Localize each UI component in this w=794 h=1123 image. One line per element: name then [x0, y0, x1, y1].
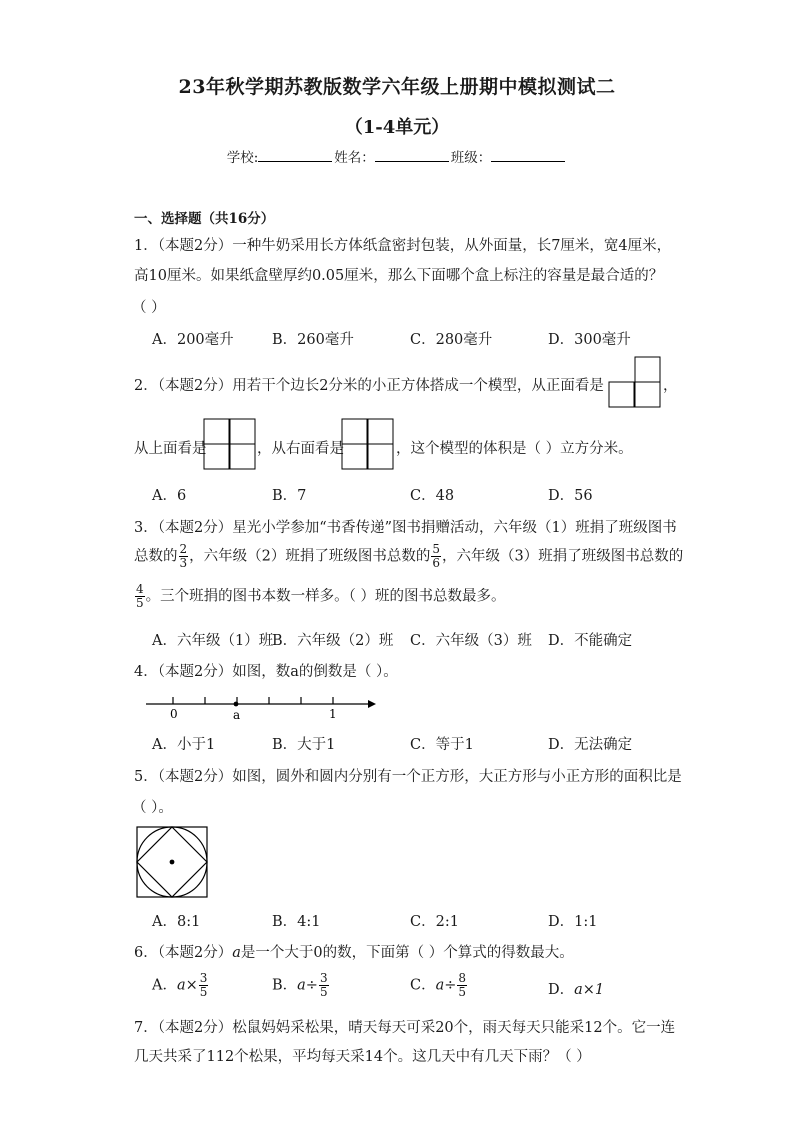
question-6-prefix: 6．（本题2分） — [134, 945, 233, 961]
number-line-label-a: a — [233, 708, 241, 722]
fraction-denominator: 5 — [458, 985, 467, 999]
question-1-answer-blank: （ ） — [132, 300, 166, 316]
question-3-option-b[interactable]: B．六年级（2）班 — [272, 633, 394, 649]
question-4-option-c[interactable]: C．等于1 — [410, 737, 474, 753]
option-expression: a÷ — [297, 977, 318, 994]
fraction-denominator: 3 — [179, 556, 188, 570]
fraction-two-thirds — [179, 543, 189, 570]
fraction-numerator: 5 — [432, 542, 441, 556]
name-label: 姓名： — [334, 150, 375, 166]
question-1-line-2: 高10厘米。如果纸盒壁厚约0.05厘米，那么下面哪个盒上标注的容量是最合适的？ — [134, 268, 664, 284]
fraction-denominator: 5 — [136, 596, 144, 610]
option-label: D． — [548, 982, 575, 998]
number-line-label-1: 1 — [329, 707, 337, 721]
fraction-numerator: 3 — [319, 971, 328, 985]
option-expression: a×1 — [574, 982, 605, 998]
question-2-option-c[interactable]: C．48 — [410, 488, 455, 504]
question-5-option-c[interactable]: C．2:1 — [410, 914, 459, 930]
class-label: 班级： — [450, 150, 492, 166]
circle-squares-figure — [136, 826, 208, 898]
question-6-option-c[interactable] — [410, 972, 468, 999]
number-line-figure — [146, 694, 378, 726]
front-view-figure — [608, 356, 662, 408]
question-1-option-a[interactable]: A．200毫升 — [152, 332, 234, 348]
option-fraction — [199, 972, 209, 999]
question-1-option-b[interactable]: B．260毫升 — [272, 332, 354, 348]
question-5-option-d[interactable]: D．1:1 — [548, 914, 598, 930]
question-4-option-d[interactable]: D．无法确定 — [548, 737, 633, 753]
option-expression: a× — [176, 977, 198, 994]
question-3-option-a[interactable]: A．六年级（1）班 — [152, 633, 274, 649]
question-1-line-1: 1．（本题2分）一种牛奶采用长方体纸盒密封包装，从外面量，长7厘米，宽4厘米， — [134, 238, 672, 254]
question-5-option-b[interactable]: B．4:1 — [272, 914, 321, 930]
fraction-numerator: 3 — [199, 971, 208, 985]
question-2-top-label: 从上面看是 — [134, 441, 207, 457]
question-2-option-a[interactable]: A．6 — [152, 488, 187, 504]
school-label: 学校: — [226, 150, 259, 166]
question-3-option-d[interactable]: D．不能确定 — [548, 633, 633, 649]
fraction-denominator: 6 — [432, 556, 441, 570]
question-3-line-3 — [134, 583, 506, 610]
class-field[interactable] — [491, 148, 565, 162]
question-5-line-1: 5．（本题2分）如图，圆外和圆内分别有一个正方形，大正方形与小正方形的面积比是 — [134, 769, 682, 785]
question-6-option-a[interactable] — [152, 972, 209, 999]
option-expression: a÷ — [435, 977, 457, 994]
question-4-option-a[interactable]: A．小于1 — [152, 737, 216, 753]
question-6-option-d[interactable] — [548, 978, 604, 999]
option-label: B． — [272, 977, 298, 994]
question-6-option-b[interactable] — [272, 972, 330, 999]
page-subtitle: （1-4单元） — [344, 117, 450, 138]
fraction-denominator: 5 — [319, 985, 328, 999]
question-6-variable: a — [232, 945, 241, 961]
question-2-right-label: ，从右面看是 — [257, 441, 344, 457]
fraction-four-fifths — [135, 583, 145, 610]
fraction-numerator: 8 — [458, 971, 467, 985]
option-fraction — [457, 972, 467, 999]
question-1-option-d[interactable]: D．300毫升 — [548, 332, 631, 348]
number-line-label-0: 0 — [170, 707, 178, 721]
section-heading: 一、选择题（共16分） — [134, 211, 275, 227]
question-4-option-b[interactable]: B．大于1 — [272, 737, 336, 753]
page-title: 23年秋学期苏教版数学六年级上册期中模拟测试二 — [178, 76, 616, 98]
question-6-line-1 — [134, 941, 574, 962]
question-3-text-b: ，六年级（2）班捐了班级图书总数的 — [189, 548, 431, 565]
option-label: C． — [410, 977, 436, 994]
fraction-five-sixths — [431, 543, 441, 570]
student-info-line — [0, 146, 794, 166]
question-2-line-1: 2．（本题2分）用若干个边长2分米的小正方体搭成一个模型，从正面看是 — [134, 378, 604, 394]
option-label: A． — [152, 977, 177, 994]
question-3-option-c[interactable]: C．六年级（3）班 — [410, 633, 532, 649]
question-3-text-c: ，六年级（3）班捐了班级图书总数的 — [442, 548, 684, 565]
question-5-option-a[interactable]: A．8:1 — [152, 914, 201, 930]
question-5-line-2: （ ）。 — [132, 800, 173, 816]
question-2-option-b[interactable]: B．7 — [272, 488, 307, 504]
question-3-line-1: 3．（本题2分）星光小学参加“书香传递”图书捐赠活动，六年级（1）班捐了班级图书 — [134, 520, 677, 536]
question-6-text: 是一个大于0的数，下面第（ ）个算式的得数最大。 — [240, 945, 574, 961]
question-7-line-1: 7．（本题2分）松鼠妈妈采松果，晴天每天可采20个，雨天每天只能采12个。它一连 — [134, 1020, 676, 1036]
option-fraction — [319, 972, 329, 999]
question-3-line-2 — [134, 543, 683, 570]
fraction-numerator: 2 — [179, 542, 188, 556]
fraction-numerator: 4 — [136, 582, 144, 596]
name-field[interactable] — [375, 148, 449, 162]
question-2-comma: ， — [663, 378, 678, 394]
question-3-text-d: 。三个班捐的图书本数一样多。（ ）班的图书总数最多。 — [145, 588, 506, 605]
question-2-line-2-end: ，这个模型的体积是（ ）立方分米。 — [396, 441, 633, 457]
fraction-denominator: 5 — [199, 985, 208, 999]
question-7-line-2: 几天共采了112个松果，平均每天采14个。这几天中有几天下雨？（ ） — [134, 1049, 591, 1065]
school-field[interactable] — [258, 148, 332, 162]
question-4-line-1: 4．（本题2分）如图，数a的倒数是（ ）。 — [134, 664, 398, 680]
question-3-text-a: 总数的 — [134, 548, 178, 565]
top-view-figure — [203, 418, 257, 470]
right-view-figure — [341, 418, 395, 470]
question-2-option-d[interactable]: D．56 — [548, 488, 593, 504]
question-1-option-c[interactable]: C．280毫升 — [410, 332, 493, 348]
